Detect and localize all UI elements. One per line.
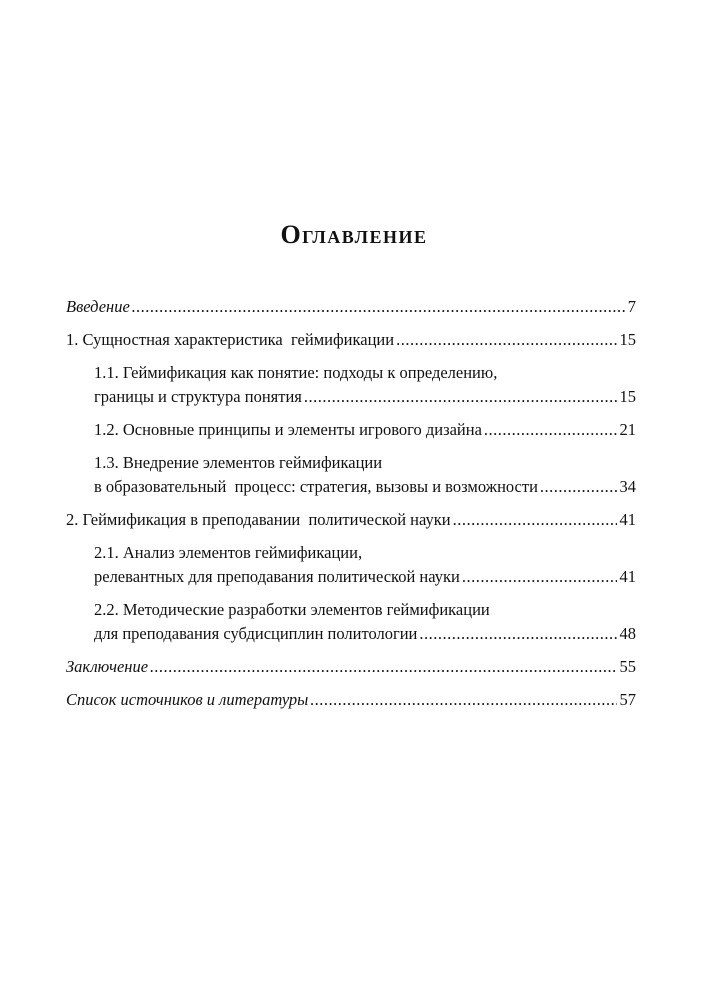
toc-entry-label-line: 2.1. Анализ элементов геймификации, bbox=[94, 543, 363, 562]
toc-leader-dots bbox=[310, 688, 616, 712]
toc-page-number: 15 bbox=[619, 330, 636, 349]
toc-entry-label: 1.2. Основные принципы и элементы игрового дизайна bbox=[94, 420, 482, 439]
toc-leader-dots bbox=[540, 475, 617, 499]
toc-entry-label-line: 2.2. Методические разработки элементов геймификации bbox=[94, 600, 490, 619]
toc-entry-label-line: для преподавания субдисциплин политологии bbox=[94, 624, 418, 643]
toc-leader-dots bbox=[304, 385, 617, 409]
toc-page-number: 7 bbox=[627, 297, 636, 316]
toc-entry-chapter-1[interactable] bbox=[66, 328, 636, 352]
toc-leader-dots bbox=[396, 328, 616, 352]
toc-entry-section-1-3[interactable] bbox=[66, 451, 636, 499]
toc-entry-section-1-2[interactable] bbox=[66, 418, 636, 442]
toc-leader-dots bbox=[150, 655, 616, 679]
toc-entry-label: Введение bbox=[66, 297, 130, 316]
toc-entry-label-line: в образовательный процесс: стратегия, вызовы и возможности bbox=[94, 477, 538, 496]
toc-entry-label: 1. Сущностная характеристика геймификации bbox=[66, 330, 395, 349]
toc-entry-references[interactable] bbox=[66, 688, 636, 712]
page-title: Оглавление bbox=[280, 220, 428, 249]
toc-leader-dots bbox=[453, 508, 617, 532]
toc-leader-dots bbox=[484, 418, 617, 442]
toc-entry-label-line: релевантных для преподавания политической науки bbox=[94, 567, 460, 586]
toc-entry-introduction[interactable] bbox=[66, 295, 636, 319]
toc-page-number: 15 bbox=[619, 387, 636, 406]
toc-page-number: 21 bbox=[619, 420, 636, 439]
toc-entry-label: 2. Геймификация в преподавании политической науки bbox=[66, 510, 451, 529]
toc-entry-section-1-1[interactable] bbox=[66, 361, 636, 409]
toc-entry-label: Список источников и литературы bbox=[66, 690, 309, 709]
toc-page-number: 41 bbox=[619, 567, 636, 586]
toc-leader-dots bbox=[132, 295, 625, 319]
toc-page-number: 57 bbox=[619, 690, 636, 709]
toc-page-number: 34 bbox=[619, 477, 636, 496]
toc-entry-label-line: 1.1. Геймификация как понятие: подходы к определению, bbox=[94, 363, 498, 382]
toc-page-number: 41 bbox=[619, 510, 636, 529]
toc-entry-label: Заключение bbox=[66, 657, 149, 676]
toc-entry-label-line: границы и структура понятия bbox=[94, 387, 302, 406]
toc-leader-dots bbox=[462, 565, 617, 589]
toc-page-number: 55 bbox=[619, 657, 636, 676]
toc-entry-label-line: 1.3. Внедрение элементов геймификации bbox=[94, 453, 383, 472]
toc-page-number: 48 bbox=[619, 624, 636, 643]
toc-entry-section-2-2[interactable] bbox=[66, 598, 636, 646]
toc-entry-section-2-1[interactable] bbox=[66, 541, 636, 589]
toc-entry-chapter-2[interactable] bbox=[66, 508, 636, 532]
toc-leader-dots bbox=[419, 622, 616, 646]
toc-entry-conclusion[interactable] bbox=[66, 655, 636, 679]
table-of-contents bbox=[66, 295, 636, 712]
